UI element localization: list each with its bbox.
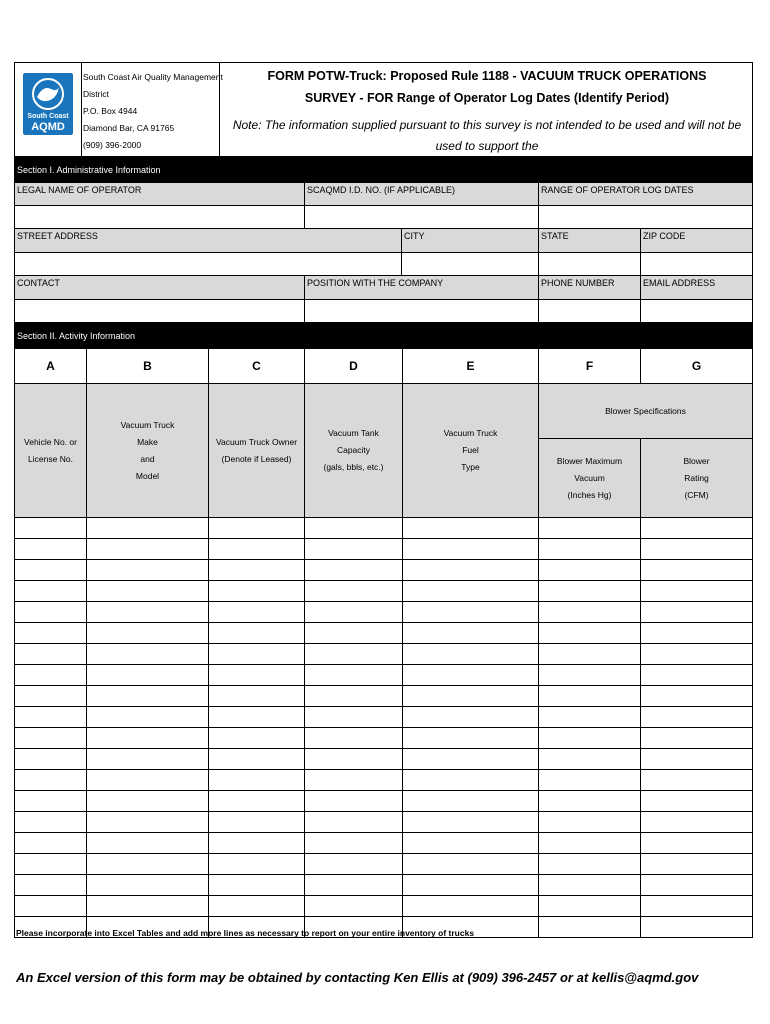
- table-cell[interactable]: [641, 770, 752, 790]
- form-note-line2: issuance of a Notice of Violation: [401, 160, 573, 174]
- table-cell[interactable]: [15, 602, 87, 622]
- table-cell[interactable]: [15, 707, 87, 727]
- table-cell[interactable]: [209, 812, 305, 832]
- column-letter-d: D: [305, 349, 403, 383]
- position-field[interactable]: [305, 300, 539, 322]
- table-cell[interactable]: [403, 560, 539, 580]
- table-cell[interactable]: [209, 854, 305, 874]
- table-cell[interactable]: [305, 602, 403, 622]
- table-cell[interactable]: [87, 833, 209, 853]
- table-row: [15, 833, 752, 854]
- table-cell[interactable]: [539, 707, 641, 727]
- phone-label: PHONE NUMBER: [539, 276, 641, 299]
- table-cell[interactable]: [305, 791, 403, 811]
- table-row: [15, 728, 752, 749]
- table-cell[interactable]: [305, 749, 403, 769]
- table-cell[interactable]: [539, 644, 641, 664]
- table-cell[interactable]: [87, 707, 209, 727]
- table-cell[interactable]: [403, 791, 539, 811]
- contact-label: CONTACT: [15, 276, 305, 299]
- table-cell[interactable]: [539, 539, 641, 559]
- table-cell[interactable]: [15, 770, 87, 790]
- form-title: [221, 65, 753, 109]
- table-cell[interactable]: [641, 560, 752, 580]
- table-cell[interactable]: [539, 560, 641, 580]
- table-cell[interactable]: [403, 518, 539, 538]
- state-field[interactable]: [539, 253, 641, 275]
- table-cell[interactable]: [209, 602, 305, 622]
- table-cell[interactable]: [403, 644, 539, 664]
- column-letter-g: G: [641, 349, 752, 383]
- state-label: STATE: [539, 229, 641, 252]
- table-cell[interactable]: [87, 539, 209, 559]
- table-cell[interactable]: [539, 728, 641, 748]
- table-cell[interactable]: [403, 833, 539, 853]
- email-field[interactable]: [641, 300, 752, 322]
- zip-label: ZIP CODE: [641, 229, 752, 252]
- table-cell[interactable]: [87, 644, 209, 664]
- table-cell[interactable]: [539, 623, 641, 643]
- table-cell[interactable]: [87, 749, 209, 769]
- table-row: [15, 896, 752, 917]
- table-cell[interactable]: [15, 644, 87, 664]
- table-cell[interactable]: [641, 581, 752, 601]
- table-cell[interactable]: [641, 686, 752, 706]
- header-fuel-type: Vacuum Truck Fuel Type: [403, 384, 539, 517]
- table-cell[interactable]: [87, 518, 209, 538]
- table-cell[interactable]: [641, 896, 752, 916]
- agency-name-line1: South Coast Air Quality Management: [83, 72, 223, 82]
- table-cell[interactable]: [209, 791, 305, 811]
- section2-grid: [14, 349, 753, 938]
- table-cell[interactable]: [539, 770, 641, 790]
- table-cell[interactable]: [209, 833, 305, 853]
- table-cell[interactable]: [641, 539, 752, 559]
- table-cell[interactable]: [209, 518, 305, 538]
- table-cell[interactable]: [305, 686, 403, 706]
- table-cell[interactable]: [305, 770, 403, 790]
- table-cell[interactable]: [15, 581, 87, 601]
- table-cell[interactable]: [305, 812, 403, 832]
- table-cell[interactable]: [641, 875, 752, 895]
- table-cell[interactable]: [209, 539, 305, 559]
- table-cell[interactable]: [87, 602, 209, 622]
- logo-text-south-coast: South Coast: [27, 113, 69, 120]
- table-cell[interactable]: [87, 770, 209, 790]
- table-row: [15, 539, 752, 560]
- table-cell[interactable]: [209, 665, 305, 685]
- table-cell[interactable]: [403, 749, 539, 769]
- table-cell[interactable]: [15, 875, 87, 895]
- table-cell[interactable]: [15, 518, 87, 538]
- scaqmd-id-label: SCAQMD I.D. NO. (IF APPLICABLE): [305, 183, 539, 205]
- header-blower-rating: Blower Rating (CFM): [683, 455, 710, 500]
- column-letters: [15, 349, 752, 384]
- column-letter-a: A: [15, 349, 87, 383]
- table-cell[interactable]: [641, 917, 752, 937]
- header-vehicle-no: Vehicle No. or License No.: [15, 384, 87, 517]
- table-cell[interactable]: [305, 833, 403, 853]
- phone-field[interactable]: [539, 300, 641, 322]
- range-dates-field[interactable]: [539, 206, 752, 228]
- table-row: [15, 602, 752, 623]
- table-cell[interactable]: [15, 686, 87, 706]
- section1-title: Section I. Administrative Information: [14, 157, 753, 183]
- table-cell[interactable]: [305, 707, 403, 727]
- table-cell[interactable]: [15, 749, 87, 769]
- table-cell[interactable]: [209, 686, 305, 706]
- table-cell[interactable]: [87, 728, 209, 748]
- table-cell[interactable]: [305, 644, 403, 664]
- table-cell[interactable]: [641, 791, 752, 811]
- table-cell[interactable]: [539, 602, 641, 622]
- table-row: [15, 770, 752, 791]
- table-cell[interactable]: [305, 854, 403, 874]
- column-headers: [15, 384, 752, 518]
- agency-city: Diamond Bar, CA 91765: [83, 123, 175, 133]
- header-truck-make-model: Vacuum Truck Make and Model: [87, 384, 209, 517]
- table-cell[interactable]: [15, 665, 87, 685]
- column-letter-c: C: [209, 349, 305, 383]
- table-row: [15, 812, 752, 833]
- legal-name-field[interactable]: [15, 206, 305, 228]
- city-field[interactable]: [402, 253, 539, 275]
- header-blower-specs: Blower Specifications: [539, 384, 752, 439]
- table-cell[interactable]: [305, 875, 403, 895]
- form-note-line1: Note: The information supplied pursuant to this survey is not intended to be used and will not be used to support the: [232, 118, 742, 153]
- table-row: [15, 644, 752, 665]
- section2-title: Section II. Activity Information: [14, 323, 753, 349]
- survey-form: [14, 62, 753, 938]
- table-cell[interactable]: [641, 812, 752, 832]
- table-cell[interactable]: [87, 812, 209, 832]
- table-cell[interactable]: [209, 875, 305, 895]
- aqmd-logo: [23, 73, 73, 135]
- table-cell[interactable]: [209, 644, 305, 664]
- table-cell[interactable]: [403, 602, 539, 622]
- table-cell[interactable]: [87, 623, 209, 643]
- table-cell[interactable]: [539, 812, 641, 832]
- table-cell[interactable]: [403, 686, 539, 706]
- table-cell[interactable]: [403, 812, 539, 832]
- legal-name-label: LEGAL NAME OF OPERATOR: [15, 183, 305, 205]
- email-label: EMAIL ADDRESS: [641, 276, 752, 299]
- table-cell[interactable]: [209, 623, 305, 643]
- table-cell[interactable]: [641, 749, 752, 769]
- table-cell[interactable]: [305, 581, 403, 601]
- form-title-line2: SURVEY - FOR Range of Operator Log Dates (Identify Period): [304, 91, 670, 105]
- table-cell[interactable]: [641, 728, 752, 748]
- header-truck-owner: Vacuum Truck Owner (Denote if Leased): [209, 384, 305, 517]
- position-label: POSITION WITH THE COMPANY: [305, 276, 539, 299]
- section1-grid: [14, 183, 753, 323]
- street-label: STREET ADDRESS: [15, 229, 402, 252]
- table-row: [15, 623, 752, 644]
- table-row: [15, 686, 752, 707]
- table-cell[interactable]: [15, 854, 87, 874]
- table-cell[interactable]: [539, 749, 641, 769]
- table-row: [15, 581, 752, 602]
- table-cell[interactable]: [539, 791, 641, 811]
- table-cell[interactable]: [539, 875, 641, 895]
- table-cell[interactable]: [641, 833, 752, 853]
- agency-address: [83, 69, 223, 154]
- table-cell[interactable]: [641, 644, 752, 664]
- logo-text-aqmd: AQMD: [31, 121, 65, 133]
- table-cell[interactable]: [403, 539, 539, 559]
- range-dates-label: RANGE OF OPERATOR LOG DATES: [539, 183, 752, 205]
- table-cell[interactable]: [15, 560, 87, 580]
- data-rows: [15, 518, 752, 938]
- table-cell[interactable]: [539, 686, 641, 706]
- table-cell[interactable]: [539, 665, 641, 685]
- table-cell[interactable]: [641, 623, 752, 643]
- table-cell[interactable]: [305, 728, 403, 748]
- table-cell[interactable]: [15, 812, 87, 832]
- table-cell[interactable]: [15, 623, 87, 643]
- table-cell[interactable]: [15, 833, 87, 853]
- table-row: [15, 518, 752, 539]
- table-cell[interactable]: [87, 854, 209, 874]
- table-cell[interactable]: [403, 581, 539, 601]
- column-letter-f: F: [539, 349, 641, 383]
- logo-box: [15, 63, 82, 156]
- table-cell[interactable]: [209, 770, 305, 790]
- footer-contact: An Excel version of this form may be obtained by contacting Ken Ellis at (909) 396-2457 or at kellis@aqmd.gov: [16, 970, 699, 985]
- table-cell[interactable]: [403, 665, 539, 685]
- table-cell[interactable]: [209, 896, 305, 916]
- table-cell[interactable]: [209, 749, 305, 769]
- table-cell[interactable]: [87, 875, 209, 895]
- table-row: [15, 791, 752, 812]
- table-cell[interactable]: [209, 560, 305, 580]
- table-row: [15, 749, 752, 770]
- table-cell[interactable]: [539, 854, 641, 874]
- header-tank-capacity: Vacuum Tank Capacity (gals, bbls, etc.): [305, 384, 403, 517]
- table-cell[interactable]: [305, 665, 403, 685]
- table-cell[interactable]: [209, 707, 305, 727]
- table-cell[interactable]: [641, 707, 752, 727]
- table-cell[interactable]: [305, 560, 403, 580]
- column-letter-b: B: [87, 349, 209, 383]
- table-cell[interactable]: [87, 791, 209, 811]
- table-cell[interactable]: [641, 602, 752, 622]
- column-letter-e: E: [403, 349, 539, 383]
- table-cell[interactable]: [539, 518, 641, 538]
- table-cell[interactable]: [641, 518, 752, 538]
- aqmd-emblem-icon: [29, 77, 67, 111]
- table-cell[interactable]: [305, 518, 403, 538]
- table-row: [15, 875, 752, 896]
- table-cell[interactable]: [87, 896, 209, 916]
- table-row: [15, 665, 752, 686]
- form-note: [221, 115, 753, 178]
- table-cell[interactable]: [87, 686, 209, 706]
- table-cell[interactable]: [641, 854, 752, 874]
- table-row: [15, 854, 752, 875]
- table-cell[interactable]: [15, 539, 87, 559]
- table-cell[interactable]: [539, 896, 641, 916]
- footer-instruction: Please incorporate into Excel Tables and add more lines as necessary to report on your entire inventory of trucks: [16, 928, 475, 938]
- table-cell[interactable]: [403, 896, 539, 916]
- table-cell[interactable]: [539, 917, 641, 937]
- table-cell[interactable]: [403, 728, 539, 748]
- header-blower-max-vacuum: Blower Maximum Vacuum (Inches Hg): [539, 439, 641, 517]
- table-cell[interactable]: [209, 728, 305, 748]
- table-cell[interactable]: [15, 791, 87, 811]
- table-cell[interactable]: [403, 875, 539, 895]
- form-title-line1: FORM POTW-Truck: Proposed Rule 1188 - VACUUM TRUCK OPERATIONS: [267, 69, 707, 83]
- agency-box: P.O. Box 4944: [83, 106, 138, 116]
- city-label: CITY: [402, 229, 539, 252]
- table-cell[interactable]: [209, 581, 305, 601]
- table-cell[interactable]: [539, 833, 641, 853]
- table-cell[interactable]: [403, 770, 539, 790]
- table-cell[interactable]: [87, 665, 209, 685]
- table-cell[interactable]: [403, 623, 539, 643]
- table-cell[interactable]: [87, 560, 209, 580]
- table-cell[interactable]: [539, 581, 641, 601]
- table-cell[interactable]: [403, 854, 539, 874]
- street-field[interactable]: [15, 253, 402, 275]
- table-cell[interactable]: [305, 539, 403, 559]
- agency-name-line2: District: [83, 89, 109, 99]
- scaqmd-id-field[interactable]: [305, 206, 539, 228]
- contact-field[interactable]: [15, 300, 305, 322]
- table-cell[interactable]: [305, 896, 403, 916]
- agency-phone: (909) 396-2000: [83, 140, 142, 150]
- zip-field[interactable]: [641, 253, 752, 275]
- table-cell[interactable]: [15, 728, 87, 748]
- table-row: [15, 560, 752, 581]
- table-cell[interactable]: [87, 581, 209, 601]
- table-cell[interactable]: [641, 665, 752, 685]
- table-cell[interactable]: [403, 707, 539, 727]
- table-cell[interactable]: [15, 896, 87, 916]
- table-row: [15, 707, 752, 728]
- table-cell[interactable]: [305, 623, 403, 643]
